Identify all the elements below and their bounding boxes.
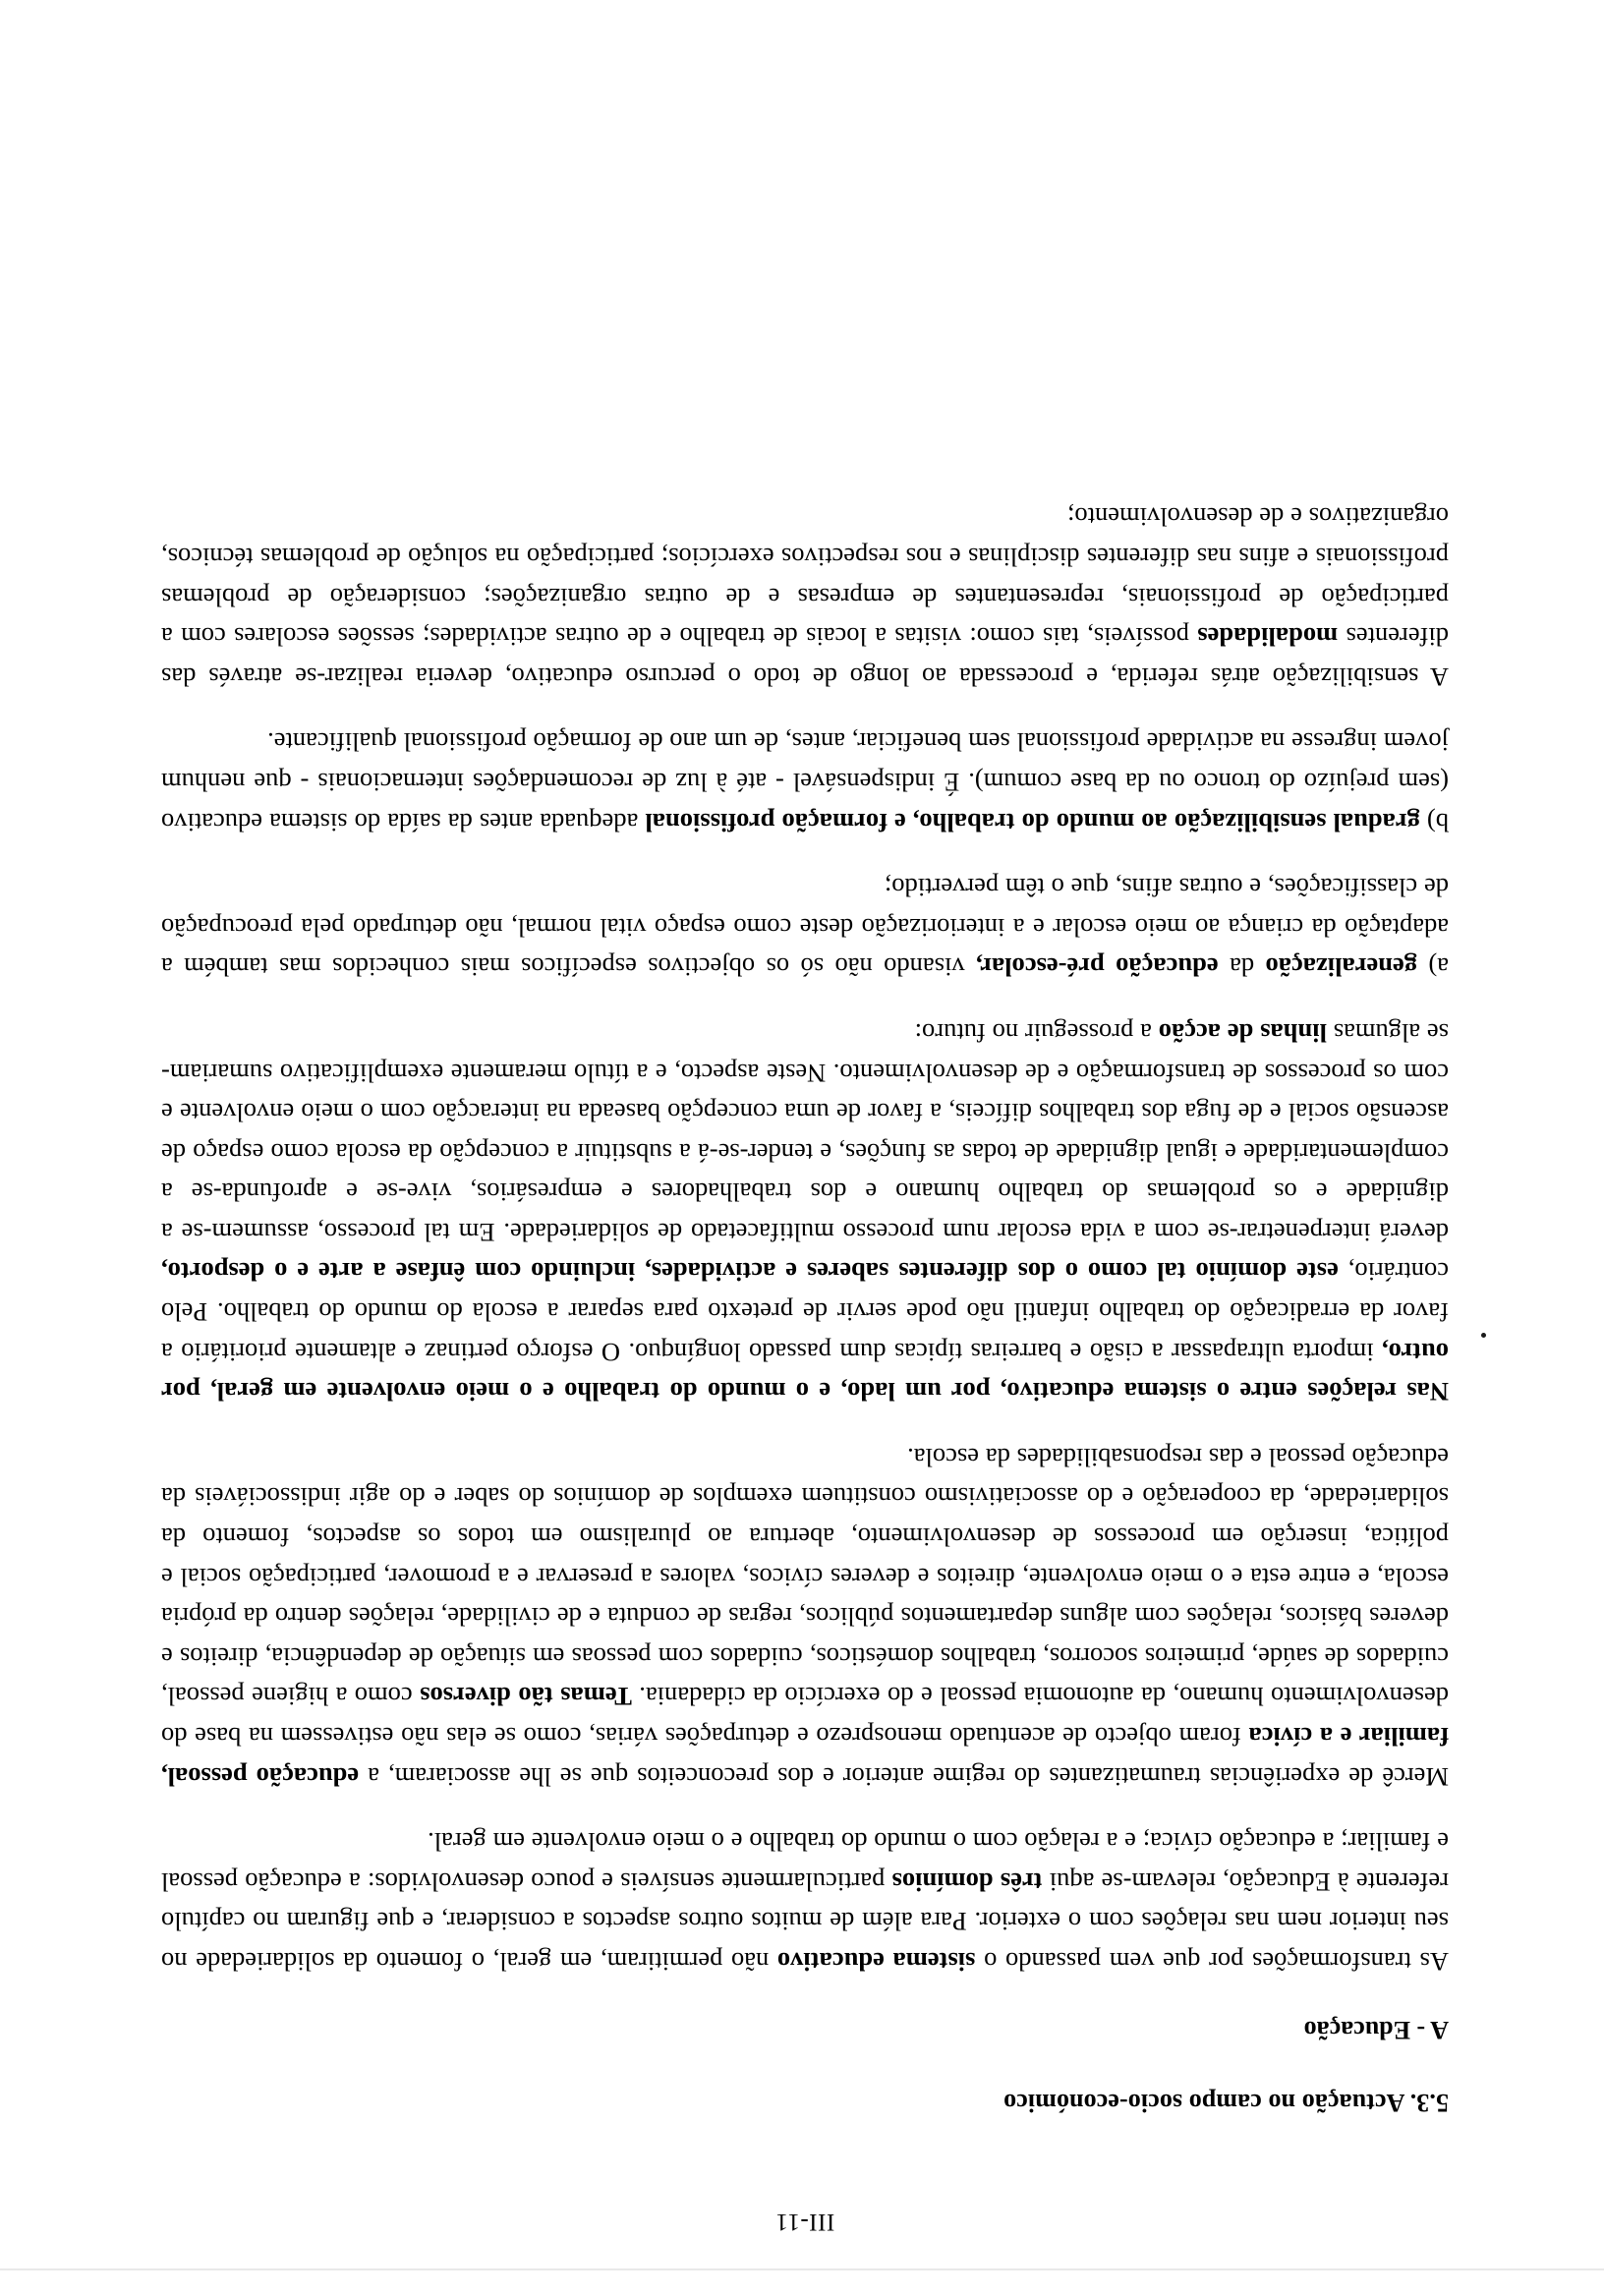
text-run: como a higiene pessoal, cuidados de saúde, primeiros socorros, trabalhos domésticos, cuidados com pessoas em situação de dependência, direitos e deveres básicos, relações com alguns departamentos públicos, regras de conduta e de civilidade, relações dentro da própria escola, e entre esta e o meio envolvente, direitos e deveres cívicos, valores a preservar e a promover, participação social e política, inserção em processos de desenvolvimento, abertura ao pluralismo em todos os aspectos, fomento da solidariedade, da cooperação e do associativismo constituem exemplos de domínios do saber e do agir indissociáveis da educação pessoal e das responsabilidades da escola. [161, 1442, 1449, 1712]
text-run: adequada antes da saída do sistema educativo (sem prejuízo do tronco ou da base comum). É indispensável - até à luz de recomendações internacionais - que nenhum jovem ingresse na actividade profissional sem beneficiar, antes, de um ano de formação profissional qualificante. [161, 727, 1449, 837]
emphasis-run: sistema educativo [776, 1947, 976, 1977]
scan-edge-line [0, 2268, 1604, 2270]
text-run: As transformações por que vem passando o [975, 1947, 1449, 1977]
emphasis-run: linhas de acção [1158, 1017, 1327, 1048]
list-item-b [161, 722, 1449, 842]
text-run: possíveis, tais como: visitas a locais de trabalho e de outras actividades; sessões escolares com a participação de profissionais, representantes de empresas e de outras organizações; consideração de problemas profissionais e afins nas diferentes disciplinas e nos respectivos exercícios; participação na solução de problemas técnicos, organizativos e de desenvolvimento; [161, 502, 1449, 653]
text-run: foram objecto de acentuado menosprezo e deturpações várias, como se elas não estivessem na base do desenvolvimento humano, da autonomia pessoal e do exercício da cidadania. [161, 1682, 1449, 1752]
emphasis-run: modalidades [1197, 622, 1339, 653]
text-run: a) [1417, 952, 1449, 983]
emphasis-run: gradual sensibilização ao mundo do trabalho, e formação profissional [645, 807, 1420, 837]
text-run: Mercê de experiências traumatizantes do regime anterior e dos preconceitos que se lhe associaram, a [359, 1761, 1449, 1792]
text-run: A sensibilização atrás referida, e processada ao longo de todo o percurso educativo, deveria realizar-se através das diferentes [161, 622, 1449, 692]
emphasis-run: educação pré-escolar, [975, 952, 1219, 983]
emphasis-run: educação pessoal, familiar e a cívica [161, 1722, 1449, 1792]
emphasis-run: Nas [1396, 1377, 1449, 1407]
page-text-column [161, 73, 1449, 2235]
paragraph-sensibilizacao [161, 497, 1449, 697]
text-run: da [1218, 952, 1266, 983]
paragraph-transformacoes [161, 1822, 1449, 1981]
text-run: a prosseguir no futuro: [914, 1017, 1159, 1048]
text-run: b) [1419, 807, 1449, 837]
emphasis-run: três domínios [891, 1866, 1043, 1897]
text-run: não permitiram, em geral, o fomento da solidariedade no seu interior nem nas relações com o exterior. Para além de muitos outros aspectos a considerar, e que figuram no capítulo referente à Educação, relevam-se aqui [161, 1866, 1449, 1977]
paragraph-experiencias [161, 1437, 1449, 1796]
emphasis-run: este domínio tal como o dos diferentes saberes e actividades, incluindo com ênfase a arte e o desporto, [161, 1257, 1339, 1288]
emphasis-run: Temas tão diversos [420, 1682, 632, 1712]
subsection-heading: A - Educação [1303, 2016, 1449, 2044]
emphasis-run: relações entre o sistema educativo, por um lado, e o mundo do trabalho e o meio envolvente em geral, por outro, [161, 1337, 1449, 1407]
page-folio-number: III-11 [774, 2209, 835, 2235]
scan-artifact-dot [1481, 1333, 1486, 1338]
text-run: visando não só os objectivos específicos mais conhecidos mas também a adaptação da criança ao meio escolar e a interiorização deste como espaço vital normal, não deturpado pela preocupação de classificações, e outras afins, que o têm pervertido; [161, 873, 1449, 983]
section-heading: 5.3. Actuação no campo socio-económico [1003, 2089, 1449, 2117]
list-item-a [161, 868, 1449, 988]
text-run: deverá interpenetrar-se com a vida escolar num processo multifacetado de solidariedade. Em tal processo, assumem-se a dignidade e os problemas do trabalho humano e dos trabalhadores e empresários, vive-se e aprofunda-se a complementaridade e igual dignidade de todas as funções, e tender-se-á a substituir a concepção da escola como espaço de ascensão social e de fuga dos trabalhos difíceis, a favor de uma concepção baseada na interacção com o meio envolvente e com os processos de transformação e de desenvolvimento. Neste aspecto, e a título meramente exemplificativo sumariam-se algumas [161, 1017, 1449, 1247]
text-run: particularmente sensíveis e pouco desenvolvidos: a educação pessoal e familiar; a educação cívica; e a relação com o mundo do trabalho e o meio envolvente em geral. [160, 1827, 1449, 1897]
emphasis-run: generalização [1265, 952, 1417, 983]
text-run: importa ultrapassar a cisão e barreiras típicas dum passado longínquo. O esforço pertinaz e altamente prioritário a favor da erradicação do trabalho infantil não pode servir de pretexto para separar a escola do mundo do trabalho. Pelo contrário, [161, 1257, 1449, 1367]
paragraph-relacoes [161, 1012, 1449, 1411]
